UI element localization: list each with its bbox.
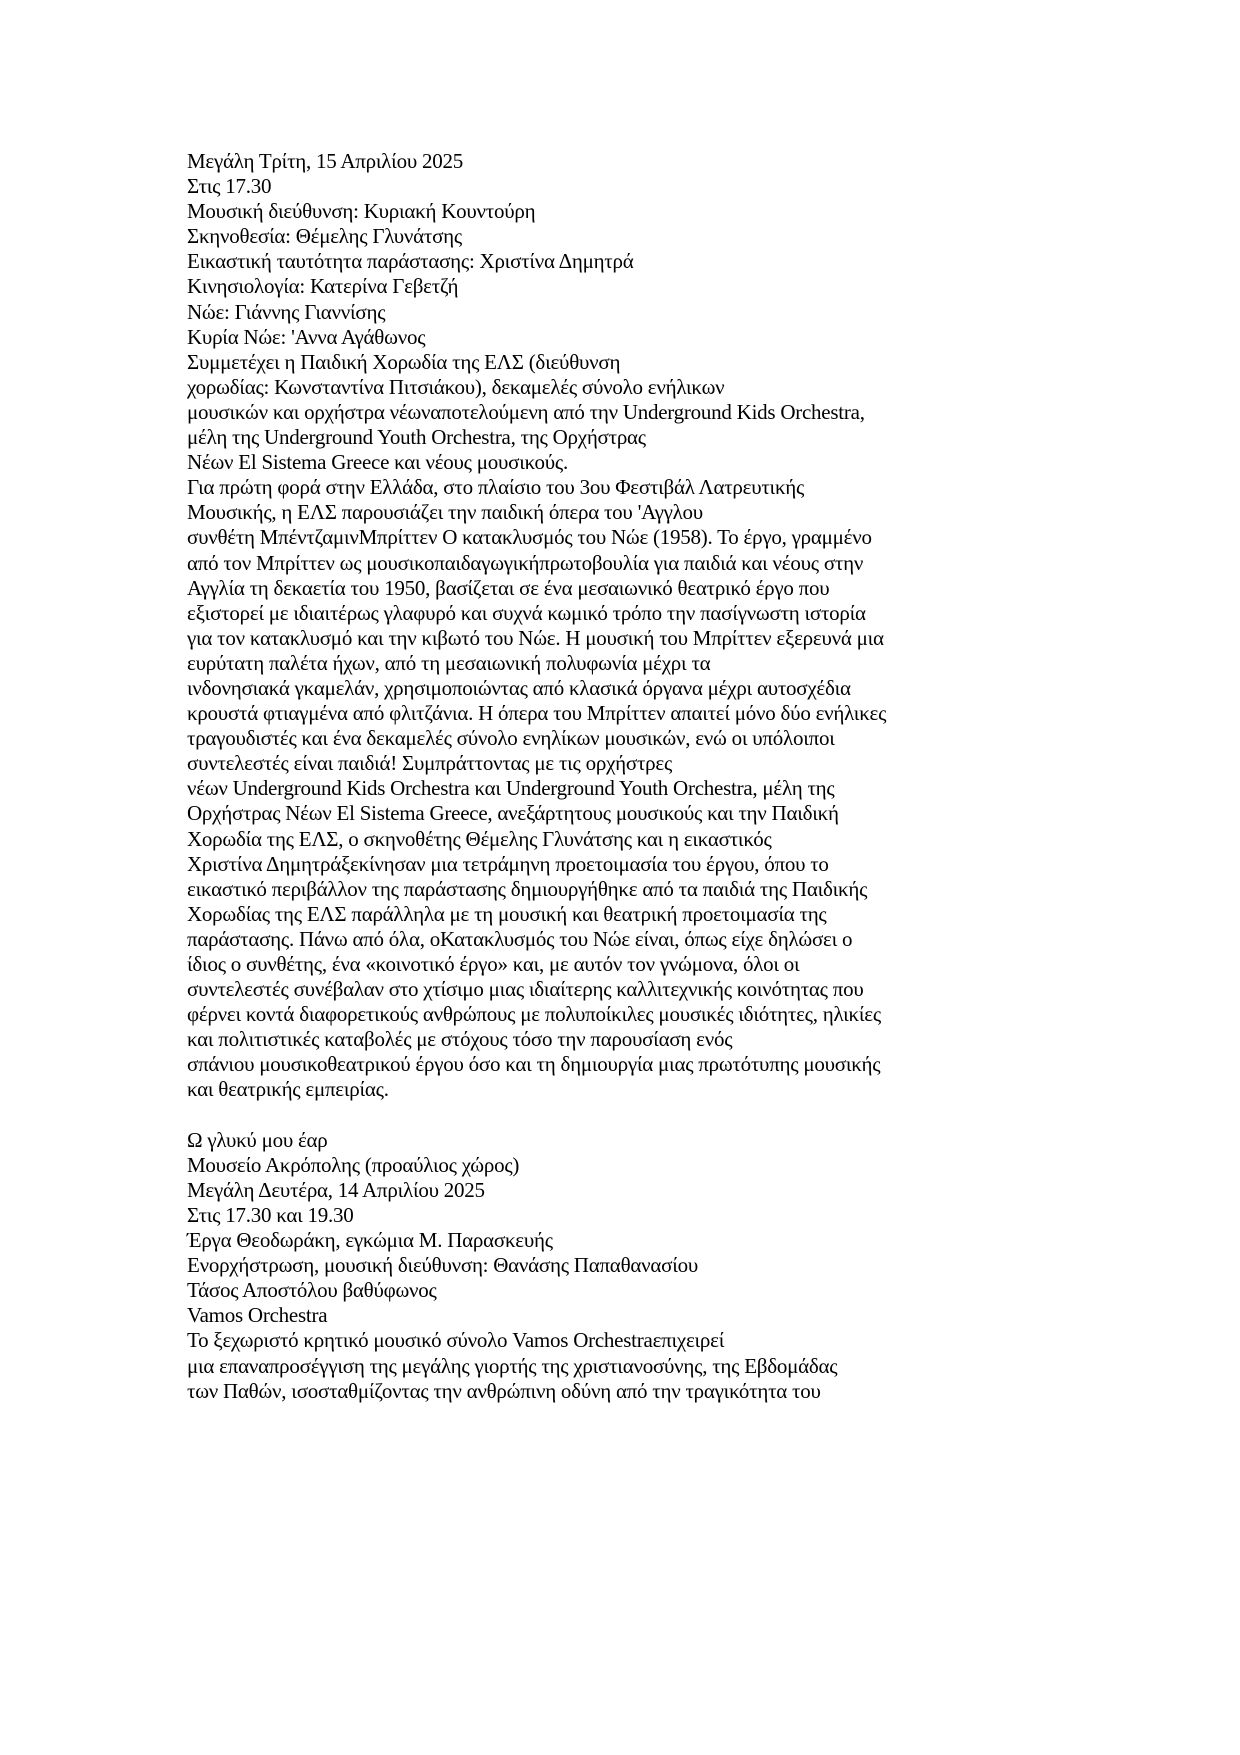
text-line: χορωδίας: Κωνσταντίνα Πιτσιάκου), δεκαμελές σύνολο ενήλικων: [187, 374, 725, 399]
text-line: από τον Μπρίττεν ως μουσικοπαιδαγωγικήπρωτοβουλία για παιδιά και νέους στην: [187, 550, 864, 575]
text-line: Μουσείο Ακρόπολης (προαύλιος χώρος): [187, 1152, 520, 1177]
text-line: των Παθών, ισοσταθμίζοντας την ανθρώπινη οδύνη από την τραγικότητα του: [187, 1378, 821, 1403]
text-line: Vamos Orchestra: [187, 1303, 328, 1328]
text-line: σπάνιου μουσικοθεατρικού έργου όσο και τη δημιουργία μιας πρωτότυπης μουσικής: [187, 1052, 881, 1077]
text-line: ίδιος ο συνθέτης, ένα «κοινοτικό έργο» και, με αυτόν τον γνώμονα, όλοι οι: [187, 952, 800, 976]
text-line: μουσικών και ορχήστρα νέωναποτελούμενη από την Underground Kids Orchestra,: [187, 399, 865, 424]
text-line: φέρνει κοντά διαφορετικούς ανθρώπους με πολυποίκιλες μουσικές ιδιότητες, ηλικίες: [187, 1002, 881, 1027]
text-line: Μουσικής, η ΕΛΣ παρουσιάζει την παιδική όπερα του 'Αγγλου: [187, 500, 703, 525]
text-line: Χορωδίας της ΕΛΣ παράλληλα με τη μουσική και θεατρική προετοιμασία της: [187, 901, 827, 926]
text-line: Το ξεχωριστό κρητικό μουσικό σύνολο Vamos Orchestraεπιχειρεί: [187, 1328, 725, 1353]
text-line: Κινησιολογία: Κατερίνα Γεβετζή: [187, 274, 459, 299]
text-line: Χριστίνα Δημητράξεκίνησαν μια τετράμηνη προετοιμασία του έργου, όπου το: [187, 851, 829, 876]
text-line: Έργα Θεοδωράκη, εγκώμια Μ. Παρασκευής: [187, 1228, 553, 1253]
text-line: Ω γλυκύ μου έαρ: [187, 1127, 328, 1152]
text-line: συνθέτη ΜπέντζαμινΜπρίττεν Ο κατακλυσμός του Νώε (1958). Το έργο, γραμμένο: [187, 525, 872, 550]
paragraph-gap: [187, 1103, 1087, 1128]
text-line: συντελεστές είναι παιδιά! Συμπράττοντας με τις ορχήστρες: [187, 751, 673, 776]
text-line: Μουσική διεύθυνση: Κυριακή Κουντούρη: [187, 199, 536, 224]
text-line: Αγγλία τη δεκαετία του 1950, βασίζεται σε ένα μεσαιωνικό θεατρικό έργο που: [187, 575, 830, 600]
text-line: Για πρώτη φορά στην Ελλάδα, στο πλαίσιο του 3ου Φεστιβάλ Λατρευτικής: [187, 475, 805, 500]
text-line: εξιστορεί με ιδιαιτέρως γλαφυρό και συχνά κωμικό τρόπο την πασίγνωστη ιστορία: [187, 600, 866, 625]
text-line: συντελεστές συνέβαλαν στο χτίσιμο μιας ιδιαίτερης καλλιτεχνικής κοινότητας που: [187, 977, 864, 1002]
text-line: Στις 17.30 και 19.30: [187, 1202, 354, 1227]
text-line: Συμμετέχει η Παιδική Χορωδία της ΕΛΣ (διεύθυνση: [187, 349, 621, 374]
text-line: Ενορχήστρωση, μουσική διεύθυνση: Θανάσης Παπαθανασίου: [187, 1253, 698, 1278]
text-line: μια επαναπροσέγγιση της μεγάλης γιορτής της χριστιανοσύνης, της Εβδομάδας: [187, 1353, 838, 1378]
text-line: Μεγάλη Τρίτη, 15 Απριλίου 2025: [187, 149, 463, 173]
text-line: ινδονησιακά γκαμελάν, χρησιμοποιώντας από κλασικά όργανα μέχρι αυτοσχέδια: [187, 675, 851, 700]
text-line: Στις 17.30: [187, 174, 272, 199]
text-line: εικαστικό περιβάλλον της παράστασης δημιουργήθηκε από τα παιδιά της Παιδικής: [187, 876, 868, 901]
text-line: Μεγάλη Δευτέρα, 14 Απριλίου 2025: [187, 1177, 485, 1202]
text-line: Σκηνοθεσία: Θέμελης Γλυνάτσης: [187, 224, 462, 249]
text-line: ευρύτατη παλέτα ήχων, από τη μεσαιωνική πολυφωνία μέχρι τα: [187, 650, 711, 675]
text-line: μέλη της Underground Youth Orchestra, της Ορχήστρας: [187, 425, 646, 450]
text-line: και θεατρικής εμπειρίας.: [187, 1077, 389, 1102]
section-noahs-flood: [187, 149, 1087, 1103]
text-line: και πολιτιστικές καταβολές με στόχους τόσο την παρουσίαση ενός: [187, 1027, 733, 1052]
text-line: κρουστά φτιαγμένα από φλιτζάνια. Η όπερα του Μπρίττεν απαιτεί μόνο δύο ενήλικες: [187, 701, 887, 726]
text-line: νέων Underground Kids Orchestra και Underground Youth Orchestra, μέλη της: [187, 776, 835, 801]
section-o-glyky-mou-ear: [187, 1128, 1087, 1404]
text-line: για τον κατακλυσμό και την κιβωτό του Νώε. Η μουσική του Μπρίττεν εξερευνά μια: [187, 625, 884, 650]
text-line: Νέων El Sistema Greece και νέους μουσικούς.: [187, 450, 568, 475]
text-line: Νώε: Γιάννης Γιαννίσης: [187, 299, 386, 324]
text-line: Κυρία Νώε: 'Αννα Αγάθωνος: [187, 324, 426, 349]
text-line: Εικαστική ταυτότητα παράστασης: Χριστίνα Δημητρά: [187, 249, 634, 274]
text-line: παράστασης. Πάνω από όλα, οΚατακλυσμός του Νώε είναι, όπως είχε δηλώσει ο: [187, 926, 853, 951]
text-line: Χορωδία της ΕΛΣ, ο σκηνοθέτης Θέμελης Γλυνάτσης και η εικαστικός: [187, 826, 772, 851]
text-line: Τάσος Αποστόλου βαθύφωνος: [187, 1278, 437, 1303]
text-line: Ορχήστρας Νέων El Sistema Greece, ανεξάρτητους μουσικούς και την Παιδική: [187, 801, 839, 826]
text-line: τραγουδιστές και ένα δεκαμελές σύνολο ενηλίκων μουσικών, ενώ οι υπόλοιποι: [187, 726, 835, 751]
document-page: [187, 149, 1087, 1404]
